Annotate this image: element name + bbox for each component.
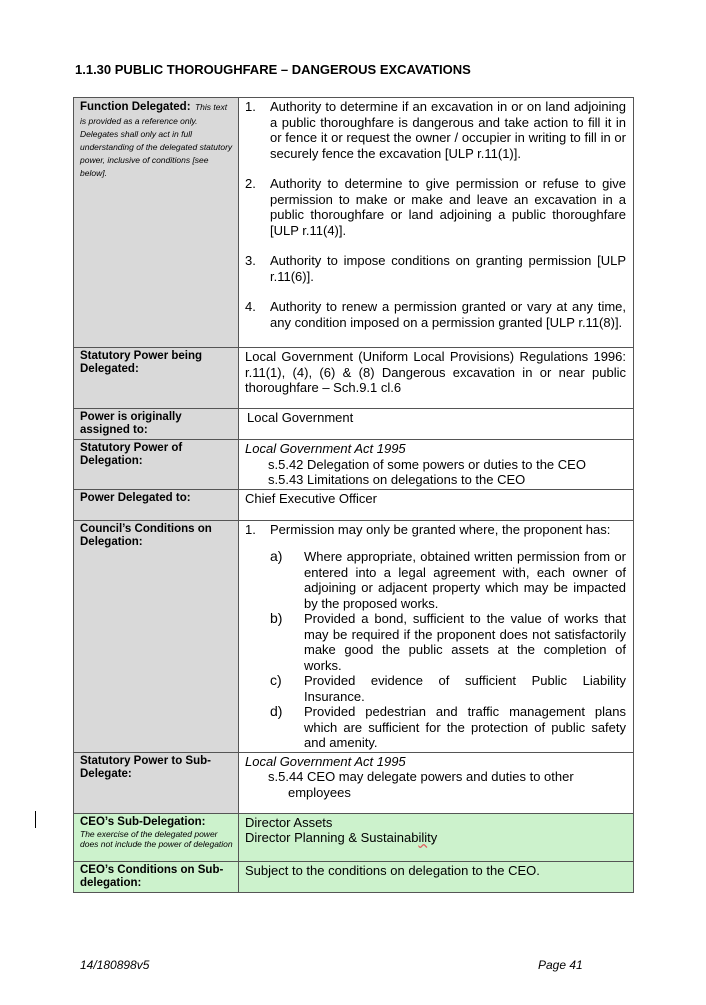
list-item: c) Provided evidence of sufficient Public Liability Insurance. [270, 672, 626, 704]
statutory-power-label: Statutory Power being Delegated: [80, 350, 203, 375]
power-of-delegation-label: Statutory Power of Delegation: [80, 442, 183, 467]
ceo-sub-line2: Director Planning & Sustainability [245, 830, 438, 845]
doc-reference: 14/180898v5 [80, 958, 150, 972]
list-item: 2. Authority to determine to give permission or refuse to give permission to make or make and leave an excavation in a public thoroughfare or land adjoining a public thoroughfare [ULP r.11(4)]. [245, 176, 626, 238]
function-list [245, 99, 626, 330]
list-item: 4. Authority to renew a permission granted or vary at any time, any condition imposed on a permission granted [ULP r.11(8)]. [245, 299, 626, 330]
list-item: a) Where appropriate, obtained written permission from or entered into a legal agreement with, each owner of adjoining or adjacent property which may be impacted by the proposed works. [270, 548, 626, 611]
row-delegated-to [74, 489, 634, 520]
row-power-of-delegation [74, 440, 634, 490]
function-content [239, 98, 634, 348]
row-statutory-power [74, 348, 634, 409]
function-note: This text is provided as a reference only. Delegates shall only act in full understanding of the delegated statutory power, inclusive of conditions [see below]. [80, 102, 233, 178]
ceo-conditions-label: CEO’s Conditions on Sub-delegation: [80, 863, 224, 889]
section-line-continued: employees [288, 784, 351, 800]
spellcheck-mark: ili [418, 830, 428, 845]
list-item: b) Provided a bond, sufficient to the value of works that may be required if the proponent does not satisfactorily make good the public assets at the completion of works. [270, 610, 626, 673]
ceo-sub-label: CEO’s Sub-Delegation: [80, 815, 206, 828]
delegation-table [73, 97, 634, 893]
row-function-delegated [74, 98, 634, 348]
ceo-sub-line1: Director Assets [245, 814, 333, 830]
conditions-label: Council’s Conditions on Delegation: [80, 522, 212, 548]
page-number: Page 41 [538, 958, 583, 972]
delegated-to-label: Power Delegated to: [80, 491, 191, 504]
list-item: 1. Authority to determine if an excavation in or on land adjoining a public thoroughfare is dangerous and take action to fill it in or fence it or request the owner / occupier in writing to fill in or securely fence the excavation [ULP r.11(1)]. [245, 99, 626, 161]
label-cell [74, 98, 239, 348]
list-item: d) Provided pedestrian and traffic management plans which are sufficient for the protection of public safety and amenity. [270, 703, 626, 750]
row-ceo-conditions [74, 861, 634, 892]
ceo-sub-note: The exercise of the delegated power does not include the power of delegation [80, 828, 233, 849]
function-label: Function Delegated: [80, 101, 191, 113]
statutory-power-text: Local Government (Uniform Local Provisions) Regulations 1996: r.11(1), (4), (6) & (8) Dangerous excavation in or near public thoroughfare – Sch.9.1 cl.6 [245, 349, 626, 395]
page-heading: 1.1.30 PUBLIC THOROUGHFARE – DANGEROUS EXCAVATIONS [75, 62, 471, 77]
section-line: s.5.43 Limitations on delegations to the CEO [268, 472, 526, 487]
sub-delegate-label: Statutory Power to Sub-Delegate: [80, 754, 211, 780]
delegated-to-text: Chief Executive Officer [245, 490, 377, 506]
row-originally-assigned [74, 409, 634, 440]
ceo-conditions-text: Subject to the conditions on delegation to the CEO. [245, 862, 540, 878]
row-ceo-sub-delegation [74, 813, 634, 861]
row-sub-delegate [74, 752, 634, 813]
change-bar [35, 811, 36, 828]
act-name: Local Government Act 1995 [245, 441, 406, 456]
row-council-conditions [74, 520, 634, 752]
section-line: s.5.44 CEO may delegate powers and duties to other [268, 769, 574, 784]
conditions-list [270, 549, 626, 751]
list-item: 3. Authority to impose conditions on granting permission [ULP r.11(6)]. [245, 253, 626, 284]
originally-assigned-label: Power is originally assigned to: [80, 411, 182, 436]
act-name: Local Government Act 1995 [245, 753, 406, 769]
section-line: s.5.42 Delegation of some powers or duties to the CEO [268, 456, 586, 472]
originally-assigned-text: Local Government [247, 410, 354, 425]
conditions-intro: 1. Permission may only be granted where, the proponent has: [245, 521, 611, 537]
